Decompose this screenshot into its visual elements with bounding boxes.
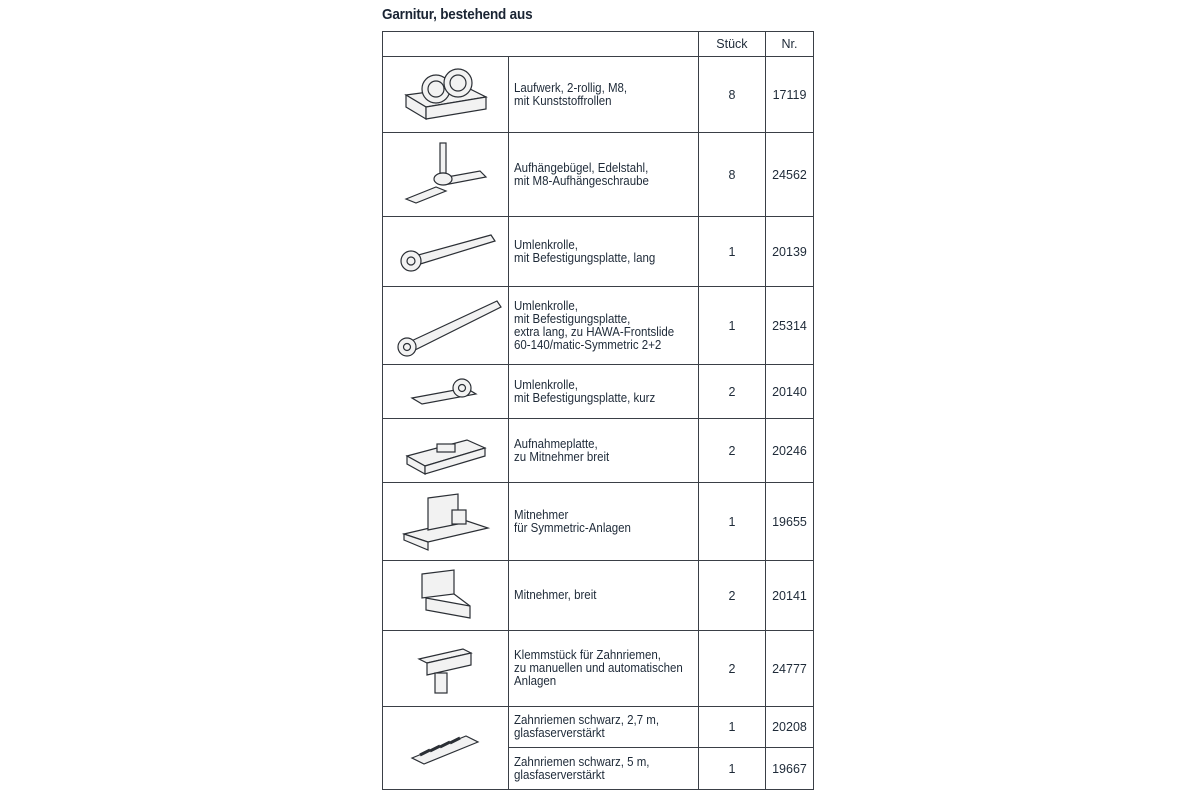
part-description — [509, 631, 698, 707]
description-line: Anlagen — [514, 674, 557, 688]
part-image — [383, 419, 509, 483]
table-row — [383, 57, 814, 133]
part-number: 24777 — [765, 631, 813, 707]
part-number: 19655 — [765, 483, 813, 561]
part-description — [509, 217, 698, 287]
part-number: 20141 — [765, 561, 813, 631]
part-image — [383, 365, 509, 419]
part-quantity: 8 — [698, 133, 765, 217]
part-number: 17119 — [765, 57, 813, 133]
part-quantity: 2 — [698, 561, 765, 631]
part-number: 20139 — [765, 217, 813, 287]
description-line: Umlenkrolle, — [514, 237, 579, 252]
part-description — [509, 57, 698, 133]
parts-table — [382, 31, 814, 790]
table-header-row — [383, 32, 814, 57]
part-quantity: 8 — [698, 57, 765, 133]
pulley-extra-long-icon — [383, 293, 508, 359]
description-line: mit Kunststoffrollen — [514, 93, 612, 108]
description-line: Zahnriemen schwarz, 5 m, — [514, 754, 650, 769]
part-description — [509, 483, 698, 561]
description-line: Klemmstück für Zahnriemen, — [514, 648, 662, 662]
part-image — [383, 631, 509, 707]
page-title: Garnitur, bestehend aus — [382, 6, 533, 23]
pulley-long-icon — [383, 227, 508, 277]
part-description — [509, 707, 698, 748]
part-image — [383, 483, 509, 561]
description-line: mit M8-Aufhängeschraube — [514, 173, 650, 188]
part-image — [383, 133, 509, 217]
part-number: 20208 — [765, 707, 813, 748]
description-line: mit Befestigungsplatte, — [514, 311, 631, 326]
table-row — [383, 631, 814, 707]
belt-clamp-icon — [383, 639, 508, 699]
part-number: 19667 — [765, 748, 813, 790]
suspension-bracket-icon — [383, 139, 508, 211]
part-quantity: 1 — [698, 748, 765, 790]
description-line: extra lang, zu HAWA-Frontslide — [514, 324, 675, 339]
part-image — [383, 57, 509, 133]
part-description — [509, 561, 698, 631]
part-quantity: 2 — [698, 419, 765, 483]
description-line: Umlenkrolle, — [514, 298, 579, 313]
table-row — [383, 287, 814, 365]
part-quantity: 2 — [698, 631, 765, 707]
table-row — [383, 133, 814, 217]
table-row — [383, 419, 814, 483]
description-line: glasfaserverstärkt — [514, 767, 606, 782]
part-description — [509, 419, 698, 483]
roller-carriage-icon — [383, 65, 508, 125]
part-quantity: 1 — [698, 483, 765, 561]
part-description — [509, 748, 698, 790]
pulley-short-icon — [383, 372, 508, 412]
description-line: 60-140/matic-Symmetric 2+2 — [514, 337, 662, 352]
description-line: Mitnehmer — [514, 507, 569, 522]
table-row — [383, 217, 814, 287]
description-line: für Symmetric-Anlagen — [514, 520, 632, 535]
part-image — [383, 217, 509, 287]
part-number: 20246 — [765, 419, 813, 483]
table-row — [383, 561, 814, 631]
part-quantity: 1 — [698, 287, 765, 365]
description-line: mit Befestigungsplatte, kurz — [514, 390, 656, 405]
part-quantity: 2 — [698, 365, 765, 419]
description-line: Laufwerk, 2-rollig, M8, — [514, 80, 628, 95]
description-line: glasfaserverstärkt — [514, 726, 606, 740]
part-quantity: 1 — [698, 217, 765, 287]
description-line: Aufhängebügel, Edelstahl, — [514, 160, 649, 175]
driver-wide-icon — [383, 568, 508, 624]
description-line: Zahnriemen schwarz, 2,7 m, — [514, 713, 660, 727]
part-image — [383, 287, 509, 365]
table-row — [383, 483, 814, 561]
mounting-plate-icon — [383, 426, 508, 476]
part-number: 24562 — [765, 133, 813, 217]
part-image — [383, 707, 509, 790]
header-blank — [383, 32, 699, 57]
description-line: zu manuellen und automatischen — [514, 661, 684, 675]
part-description — [509, 287, 698, 365]
description-line: Umlenkrolle, — [514, 377, 579, 392]
description-line: Mitnehmer, breit — [514, 588, 597, 602]
table-row — [383, 707, 814, 748]
part-image — [383, 561, 509, 631]
toothed-belt-icon — [383, 728, 508, 768]
description-line: Aufnahmeplatte, — [514, 436, 599, 451]
part-quantity: 1 — [698, 707, 765, 748]
part-description — [509, 365, 698, 419]
description-line: mit Befestigungsplatte, lang — [514, 250, 656, 265]
description-line: zu Mitnehmer breit — [514, 449, 610, 464]
header-qty: Stück — [698, 32, 765, 57]
part-description — [509, 133, 698, 217]
part-number: 25314 — [765, 287, 813, 365]
part-number: 20140 — [765, 365, 813, 419]
driver-symmetric-icon — [383, 490, 508, 554]
header-nr: Nr. — [765, 32, 813, 57]
table-row — [383, 365, 814, 419]
